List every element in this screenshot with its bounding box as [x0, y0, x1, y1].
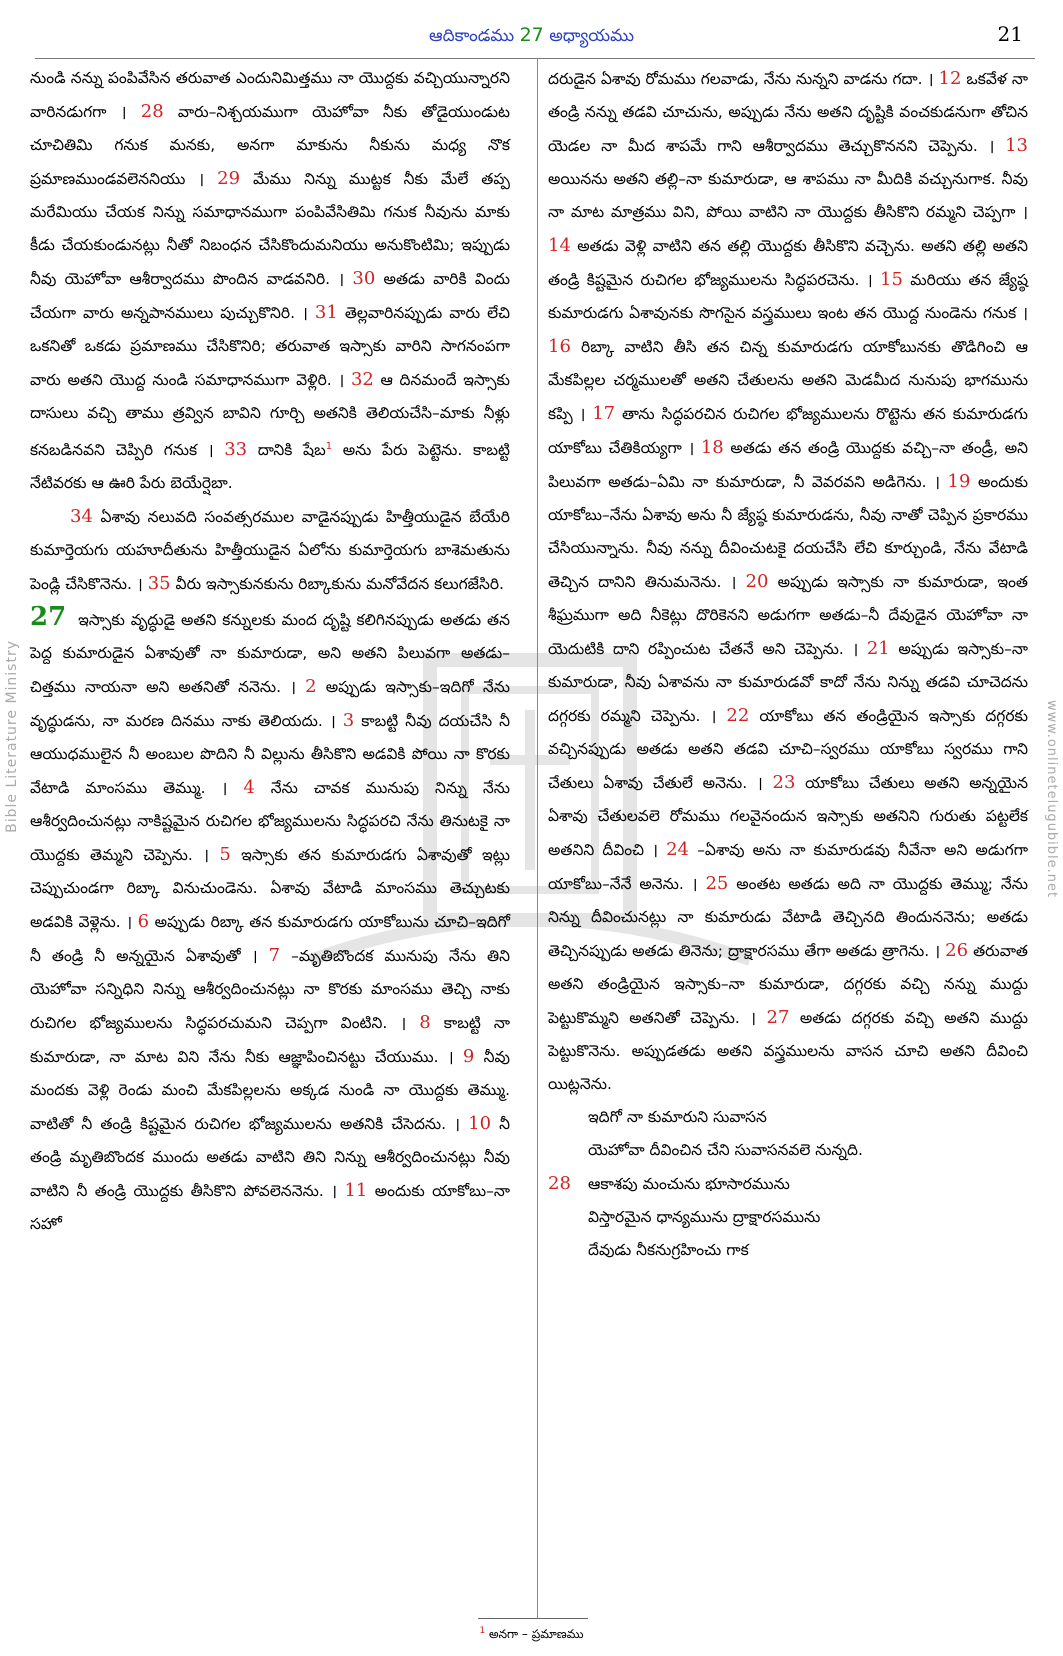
- verse-text: అప్పుడు ఇస్సాకు నా కుమారుడా, ఇంత శీఘ్రముగా అది నీకెట్లు దొరికెనని అడుగగా అతడు–నీ దేవుడైన యెహోవా నా యెదుటికి దాని రప్పించుట చేతనే అని చెప్పెను. ।: [548, 573, 1028, 658]
- chapter-number: 27: [519, 24, 544, 46]
- running-title: [0, 24, 1063, 50]
- verse-text: ఏశావు నలువది సంవత్సరముల వాడైనప్పుడు హిత్తీయుడైన బేయేరి కుమార్తెయగు యహూదీతును హిత్తీయుడైన ఏలోను కుమార్తెయగు బాశెమతును పెండ్లి చేసికొనెను. ।: [30, 508, 510, 594]
- chapter-word: అధ్యాయము: [549, 26, 634, 46]
- verse-number: 27: [766, 1007, 790, 1028]
- verse-number: 35: [147, 573, 171, 595]
- verse-text: యాకోబు చేతులు అతని అన్నయైన ఏశావు చేతులవలె రోమము గలవైనందున ఇస్సాకు అతనిని గురుతు పట్టలేక అతనిని దీవించి ।: [548, 774, 1028, 859]
- verse-number: 14: [548, 235, 571, 256]
- verse-number: 19: [947, 471, 971, 492]
- verse-text: అప్పుడు ఇస్సాకు–ఇదిగో నేను వృద్ధుడను, నా మరణ దినము నాకు తెలియదు. ।: [30, 678, 510, 731]
- side-text-ministry: Bible Literature Ministry: [4, 640, 20, 833]
- verse-number: 21: [866, 638, 890, 659]
- verse-number: 17: [592, 403, 616, 424]
- footnote-marker: 1: [479, 1626, 486, 1636]
- verse-number: 31: [314, 302, 338, 323]
- verse-number: 13: [1005, 135, 1028, 156]
- left-column: [30, 62, 510, 1241]
- verse-text: రిబ్కా వాటిని తీసి తన చిన్న కుమారుడగు యాకోబునకు తొడిగించి ఆ మేకపిల్లల చర్మములతో అతని చేతులను అతని మెడమీద నునుపు భాగమును కప్పి ।: [548, 338, 1028, 423]
- verse-text: అప్పుడు ఇస్సాకు–నా కుమారుడా, నీవు ఏశావను నా కుమారుడవో కాదో నేను నిన్ను తడవి చూచెదను దగ్గరకు రమ్మని చెప్పెను. ।: [548, 640, 1028, 725]
- verse-text: అను పేరు పెట్టెను. కాబట్టి నేటివరకు ఆ ఊరి పేరు బెయేర్షెబా.: [30, 441, 511, 493]
- right-column: [548, 62, 1028, 1267]
- footnote-marker: 1: [325, 441, 333, 452]
- verse-text: అతడు తన తండ్రి యొద్దకు వచ్చి–నా తండ్రీ, అని పిలువగా అతడు–ఏమి నా కుమారుడా, నీ వెవరవని అడిగెను. ।: [548, 439, 1028, 491]
- verse-text: ఇస్సాకు వృద్ధుడై అతని కన్నులకు మంద దృష్టి కలిగినప్పుడు అతడు తన పెద్ద కుమారుడైన ఏశావుతో నా కుమారుడా, అని అతని పిలువగా అతడు–చిత్తము నాయనా అని అతనితో ననెను. ।: [30, 611, 510, 697]
- verse-text: అప్పుడు రిబ్కా తన కుమారుడగు యాకోబును చూచి–ఇదిగో నీ తండ్రి నీ అన్నయైన ఏశావుతో ।: [30, 913, 510, 966]
- verse-number: 3: [342, 710, 355, 732]
- verse-text: అందుకు యాకోబు–నా సహో: [30, 1182, 510, 1234]
- book-name: ఆదికాండము: [429, 26, 515, 46]
- verse-number: 2: [305, 676, 317, 698]
- verse-number: 4: [243, 777, 255, 799]
- verse-number: 34: [70, 506, 93, 528]
- paragraph: [30, 500, 510, 601]
- footnote-text: అనగా – ప్రమాణము: [489, 1627, 584, 1641]
- verse-text: కాబట్టి నా కుమారుడా, నా మాట విని నేను నీకు ఆజ్ఞాపించినట్టు చేయుము. ।: [30, 1014, 510, 1067]
- verse-text: ఇస్సాకు తన కుమారుడగు ఏశావుతో ఇట్లు చెప్పుచుండగా రిబ్కా వినుచుండెను. ఏశావు వేటాడి మాంసము తెచ్చుటకు అడవికి వెళ్లెను. ।: [30, 846, 510, 932]
- verse-number: 9: [462, 1046, 475, 1068]
- verse-text: అంతట అతడు అది నా యొద్దకు తెమ్ము; నేను నిన్ను దీవించునట్లు నా కుమారుడు వేటాడి తెచ్చినది తిందుననెను; అతడు తెచ్చినప్పుడు అతడు తినెను; ద్రాక్షారసము తేగా అతడు త్రాగెను. ।: [548, 875, 1028, 960]
- footnote: [0, 1626, 1063, 1644]
- verse-text: మరియు తన జ్యేష్ఠ కుమారుడగు ఏశావునకు సొగసైన వస్త్రములు ఇంట తన యొద్ద నుండెను గనుక ।: [548, 271, 1029, 322]
- poetry-block: [548, 1101, 1028, 1267]
- poetry-line: [548, 1167, 1028, 1201]
- paragraph: [548, 62, 1028, 1101]
- paragraph: [30, 62, 510, 500]
- poetry-line: విస్తారమైన ధాన్యమును ద్రాక్షారసమును: [588, 1208, 821, 1226]
- verse-text: అతడు వెళ్లి వాటిని తన తల్లి యొద్దకు తీసికొని వచ్చెను. అతని తల్లి అతని తండ్రి కిష్టమైన రుచిగల భోజ్యములను సిద్ధపరచెను. ।: [548, 237, 1028, 289]
- verse-number: 6: [137, 911, 150, 933]
- verse-text: మేము నిన్ను ముట్టక నీకు మేలే తప్ప మరేమియు చేయక నిన్ను సమాధానముగా పంపివేసితిమి గనుక నీవును మాకు కీడు చేయకుండునట్లు నీతో నిబంధన చేసికొందుమనియు అనుకొంటిమి; ఇప్పుడు నీవు యెహోవా ఆశీర్వాదము పొందిన వాడవనిరి. ।: [30, 170, 510, 288]
- verse-number: 15: [880, 269, 903, 290]
- poetry-line: యెహోవా దీవించిన చేని సువాసనవలె నున్నది.: [588, 1141, 863, 1159]
- side-text-website: www.onlinetelugubible.net: [1044, 700, 1059, 899]
- verse-number: 24: [666, 839, 689, 860]
- verse-number: 25: [705, 873, 729, 894]
- verse-text: వీరు ఇస్సాకునకును రిబ్కాకును మనోవేదన కలుగజేసిరి.: [175, 575, 504, 594]
- verse-text: ఒకవేళ నా తండ్రి నన్ను తడవి చూచును, అప్పుడు నేను అతని దృష్టికి వంచకుడనుగా తోచిన యెడల నా మీద శాపమే గాని ఆశీర్వాదము తెచ్చుకొననని చెప్పెను. ।: [548, 70, 1028, 155]
- verse-number: 11: [344, 1180, 368, 1202]
- verse-text: దానికి షేబ: [257, 441, 326, 460]
- verse-number: 7: [268, 945, 281, 967]
- verse-number: 22: [726, 705, 750, 726]
- verse-text: నుండి నన్ను పంపివేసిన తరువాత ఎందునిమిత్తము నా యొద్దకు వచ్చియున్నారని వారినడుగగా ।: [30, 69, 510, 121]
- verse-number: 16: [548, 336, 571, 357]
- verse-text: తరువాత అతని తండ్రియైన ఇస్సాకు–నా కుమారుడా, దగ్గరకు వచ్చి నన్ను ముద్దు పెట్టుకొమ్మని అతనితో చెప్పెను. ।: [548, 942, 1028, 1027]
- verse-number: 28: [548, 1173, 571, 1194]
- poetry-line: దేవుడు నీకనుగ్రహించు గాక: [588, 1241, 749, 1259]
- verse-number: 20: [745, 571, 769, 592]
- verse-text: నేను చావక మునుపు నిన్ను నేను ఆశీర్వదించునట్లు నాకిష్టమైన రుచిగల భోజ్యములను సిద్ధపరచి నేను తినుటకై నా యొద్దకు తెమ్మని చెప్పెను. ।: [30, 779, 510, 865]
- verse-text: దరుడైన ఏశావు రోమము గలవాడు, నేను నున్నని వాడను గదా. ।: [548, 70, 934, 88]
- verse-text: కాబట్టి నీవు దయచేసి నీ ఆయుధములైన నీ అంబుల పొదిని నీ విల్లును తీసికొని అడవికి పోయి నా కొరకు వేటాడి మాంసము తెమ్ము. ।: [30, 712, 510, 798]
- verse-text: నీ తండ్రి మృతిబొందక ముందు అతడు వాటిని తిని నిన్ను ఆశీర్వదించునట్లు నీవు వాటిని నీ తండ్రి యొద్దకు తీసికొని పోవలెననెను. ।: [30, 1115, 510, 1201]
- verse-text: ఆకాశపు మంచును భూసారమును: [588, 1175, 790, 1193]
- column-divider: [537, 58, 538, 1618]
- verse-number: 30: [352, 268, 376, 289]
- verse-number: 28: [140, 101, 164, 122]
- paragraph: [30, 601, 510, 1241]
- verse-text: వారు–నిశ్చయముగా యెహోవా నీకు తోడైయుండుట చూచితిమి గనుక మనకు, అనగా మాకును నీకును మధ్య నొక ప్రమాణముండవలెననియు ।: [30, 103, 510, 188]
- verse-text: అతడు దగ్గరకు వచ్చి అతని ముద్దు పెట్టుకొనెను. అప్పుడతడు అతని వస్త్రములను వాసన చూచి అతని దీవించి యిట్లనెను.: [548, 1009, 1028, 1093]
- verse-text: –ఏశావు అను నా కుమారుడవు నీవేనా అని అడుగగా యాకోబు–నేనే అనెను. ।: [548, 841, 1028, 893]
- verse-text: ఆ దినమందే ఇస్సాకు దాసులు వచ్చి తాము త్రవ్విన బావిని గూర్చి అతనికి తెలియచేసి–మాకు నీళ్లు కనబడినవని చెప్పిరి గనుక ।: [30, 371, 510, 460]
- verse-number: 12: [938, 68, 962, 89]
- verse-number: 32: [350, 369, 374, 390]
- verse-text: తాను సిద్ధపరచిన రుచిగల భోజ్యములను రొట్టెను తన కుమారుడగు యాకోబు చేతికియ్యగా ।: [548, 405, 1028, 457]
- verse-number: 5: [219, 844, 231, 866]
- footnote-rule: [478, 1618, 588, 1619]
- chapter-heading-number: 27: [30, 602, 67, 633]
- page-number: 21: [997, 22, 1023, 46]
- header-rule: [35, 58, 1035, 59]
- page-header: [0, 18, 1063, 54]
- verse-number: 23: [772, 772, 796, 793]
- verse-number: 10: [468, 1113, 492, 1135]
- poetry-line: ఇదిగో నా కుమారుని సువాసన: [588, 1108, 767, 1126]
- verse-text: అయినను అతని తల్లి–నా కుమారుడా, ఆ శాపము నా మీదికి వచ్చునుగాక. నీవు నా మాట మాత్రము విని, పోయి వాటిని నా యొద్దకు తీసికొని రమ్మని చెప్పగా ।: [548, 170, 1028, 221]
- verse-number: 26: [945, 940, 969, 961]
- verse-text: –మృతిబొందక మునుపు నేను తిని యెహోవా సన్నిధిని నిన్ను ఆశీర్వదించునట్లు నా కొరకు మాంసము తెచ్చి నాకు రుచిగల భోజ్యములను సిద్ధపరచుమని చెప్పగా వింటిని. ।: [30, 947, 510, 1033]
- verse-text: తెల్లవారినప్పుడు వారు లేచి ఒకనితో ఒకడు ప్రమాణము చేసికొనిరి; తరువాత ఇస్సాకు వారిని సాగనంపగా వారు అతని యొద్ద నుండి సమాధానముగా వెళ్లిరి. ।: [30, 304, 510, 389]
- verse-text: నీవు మందకు వెళ్లి రెండు మంచి మేకపిల్లలను అక్కడ నుండి నా యొద్దకు తెమ్ము. వాటితో నీ తండ్రి కిష్టమైన రుచిగల భోజ్యములను అతనికి చేసెదను. ।: [30, 1048, 510, 1134]
- verse-number: 18: [700, 437, 724, 458]
- verse-number: 8: [419, 1012, 431, 1034]
- verse-text: యాకోబు తన తండ్రియైన ఇస్సాకు దగ్గరకు వచ్చినప్పుడు అతడు అతని తడవి చూచి–స్వరము యాకోబు స్వరము గాని చేతులు ఏశావు చేతులే అనెను. ।: [548, 707, 1028, 792]
- verse-text: అందుకు యాకోబు–నేను ఏశావు అను నీ జ్యేష్ఠ కుమారుడను, నీవు నాతో చెప్పిన ప్రకారము చేసియున్నాను. నీవు నన్ను దీవించుటకై దయచేసి లేచి కూర్చుండి, నేను వేటాడి తెచ్చిన దానిని తినుమనెను. ।: [548, 473, 1028, 591]
- verse-text: అతడు వారికి విందు చేయగా వారు అన్నపానములు పుచ్చుకొనిరి. ।: [30, 270, 510, 322]
- verse-number: 29: [217, 168, 241, 189]
- verse-number: 33: [224, 439, 248, 461]
